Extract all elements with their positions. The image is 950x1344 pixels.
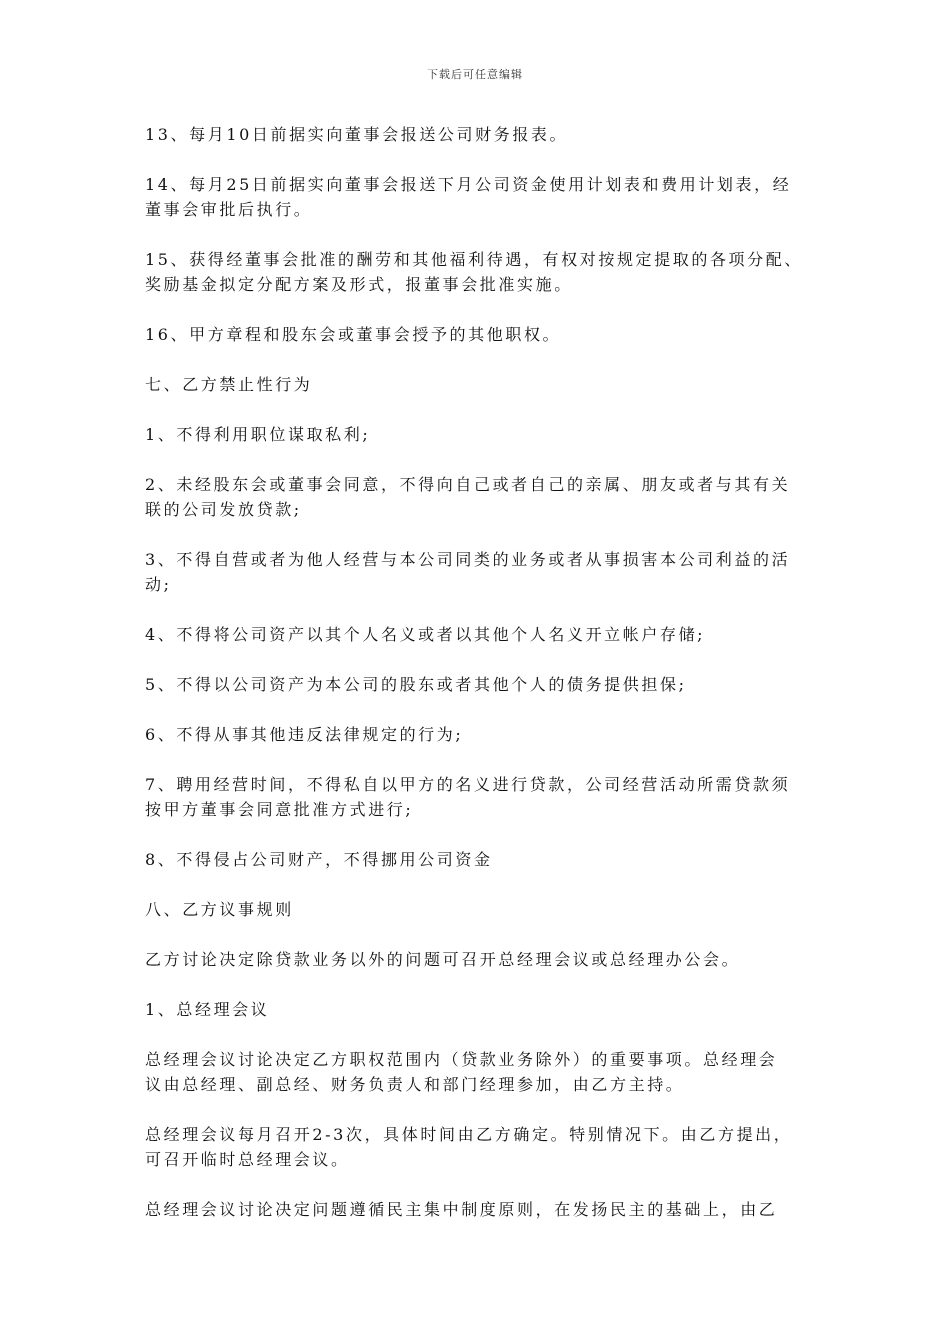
paragraph-line: 13、每月10日前据实向董事会报送公司财务报表。 bbox=[145, 125, 569, 144]
rules-intro bbox=[145, 947, 825, 972]
section-heading-7 bbox=[145, 372, 825, 397]
page-header: 下载后可任意编辑 bbox=[427, 68, 523, 81]
meeting-principle bbox=[145, 1197, 825, 1222]
prohibition-item-3 bbox=[145, 547, 825, 597]
meeting-frequency bbox=[145, 1122, 825, 1172]
section-heading-8 bbox=[145, 897, 825, 922]
paragraph-line: 1、不得利用职位谋取私利; bbox=[145, 425, 371, 444]
paragraph-line: 总经理会议每月召开2-3次，具体时间由乙方确定。特别情况下。由乙方提出， bbox=[145, 1125, 793, 1144]
paragraph-line: 16、甲方章程和股东会或董事会授予的其他职权。 bbox=[145, 325, 562, 344]
paragraph-14 bbox=[145, 172, 825, 222]
paragraph-line: 可召开临时总经理会议。 bbox=[145, 1150, 350, 1169]
paragraph-line: 总经理会议讨论决定乙方职权范围内（贷款业务除外）的重要事项。总经理会 bbox=[145, 1050, 778, 1069]
prohibition-item-5 bbox=[145, 672, 825, 697]
subsection-heading-1 bbox=[145, 997, 825, 1022]
paragraph-13 bbox=[145, 122, 825, 147]
paragraph-line: 按甲方董事会同意批准方式进行; bbox=[145, 800, 414, 819]
paragraph-line: 7、聘用经营时间，不得私自以甲方的名义进行贷款，公司经营活动所需贷款须 bbox=[145, 775, 791, 794]
prohibition-item-4 bbox=[145, 622, 825, 647]
paragraph-line: 6、不得从事其他违反法律规定的行为; bbox=[145, 725, 464, 744]
paragraph-line: 董事会审批后执行。 bbox=[145, 200, 313, 219]
paragraph-line: 4、不得将公司资产以其个人名义或者以其他个人名义开立帐户存储; bbox=[145, 625, 706, 644]
section-heading: 七、乙方禁止性行为 bbox=[145, 375, 313, 394]
paragraph-line: 2、未经股东会或董事会同意，不得向自己或者自己的亲属、朋友或者与其有关 bbox=[145, 475, 791, 494]
paragraph-line: 联的公司发放贷款; bbox=[145, 500, 302, 519]
meeting-scope bbox=[145, 1047, 825, 1097]
paragraph-line: 总经理会议讨论决定问题遵循民主集中制度原则，在发扬民主的基础上，由乙 bbox=[145, 1200, 778, 1219]
prohibition-item-6 bbox=[145, 722, 825, 747]
prohibition-item-2 bbox=[145, 472, 825, 522]
paragraph-line: 议由总经理、副总经、财务负责人和部门经理参加，由乙方主持。 bbox=[145, 1075, 685, 1094]
paragraph-line: 奖励基金拟定分配方案及形式，报董事会批准实施。 bbox=[145, 275, 573, 294]
paragraph-15 bbox=[145, 247, 825, 297]
paragraph-line: 乙方讨论决定除贷款业务以外的问题可召开总经理会议或总经理办公会。 bbox=[145, 950, 741, 969]
paragraph-16 bbox=[145, 322, 825, 347]
paragraph-line: 5、不得以公司资产为本公司的股东或者其他个人的债务提供担保; bbox=[145, 675, 687, 694]
prohibition-item-8 bbox=[145, 847, 825, 872]
paragraph-line: 动; bbox=[145, 575, 172, 594]
paragraph-line: 15、获得经董事会批准的酬劳和其他福利待遇，有权对按规定提取的各项分配、 bbox=[145, 250, 803, 269]
subsection-heading: 1、总经理会议 bbox=[145, 1000, 270, 1019]
paragraph-line: 14、每月25日前据实向董事会报送下月公司资金使用计划表和费用计划表，经 bbox=[145, 175, 792, 194]
prohibition-item-1 bbox=[145, 422, 825, 447]
paragraph-line: 3、不得自营或者为他人经营与本公司同类的业务或者从事损害本公司利益的活 bbox=[145, 550, 791, 569]
paragraph-line: 8、不得侵占公司财产，不得挪用公司资金 bbox=[145, 850, 493, 869]
section-heading: 八、乙方议事规则 bbox=[145, 900, 294, 919]
prohibition-item-7 bbox=[145, 772, 825, 822]
document-body bbox=[145, 122, 825, 1247]
